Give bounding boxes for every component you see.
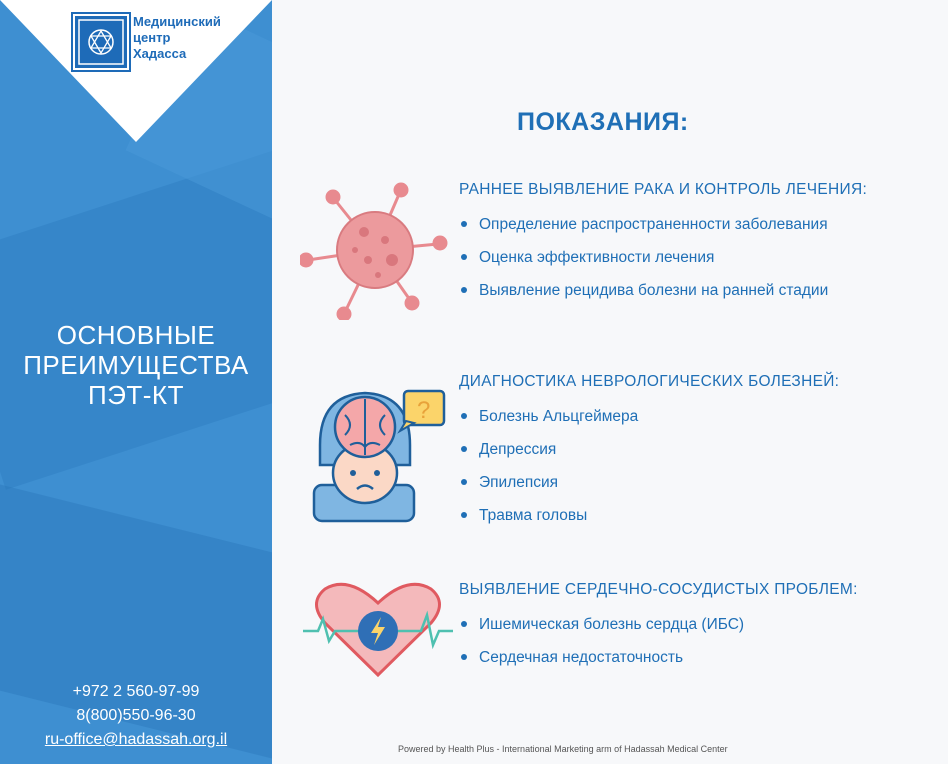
- virus-icon: [300, 180, 450, 320]
- brain-head-icon: [310, 385, 450, 525]
- logo-line: центр: [133, 30, 171, 45]
- panel-title-line: ОСНОВНЫЕ: [56, 320, 216, 350]
- section-neuro: [459, 373, 839, 532]
- bullet-list: [459, 400, 839, 532]
- bullet-list: [459, 208, 867, 307]
- list-item: Сердечная недостаточность: [459, 641, 858, 674]
- bullet-list: [459, 608, 858, 674]
- list-item: Болезнь Альцгеймера: [459, 400, 839, 433]
- logo-line: Медицинский: [133, 14, 221, 29]
- svg-text:?: ?: [417, 397, 431, 424]
- section-cardio: [459, 581, 858, 674]
- page-title: ПОКАЗАНИЯ:: [517, 108, 689, 136]
- list-item: Выявление рецидива болезни на ранней стадии: [459, 274, 867, 307]
- list-item: Эпилепсия: [459, 466, 839, 499]
- panel-title-line: ПРЕИМУЩЕСТВА: [23, 350, 249, 380]
- phone-number[interactable]: 8(800)550-96-30: [76, 707, 196, 724]
- list-item: Оценка эффективности лечения: [459, 241, 867, 274]
- section-cancer: [459, 181, 867, 307]
- list-item: Депрессия: [459, 433, 839, 466]
- panel-title-line: ПЭТ-КТ: [88, 380, 184, 410]
- logo-text: [133, 14, 221, 62]
- section-heading: ВЫЯВЛЕНИЕ СЕРДЕЧНО-СОСУДИСТЫХ ПРОБЛЕМ:: [459, 581, 858, 598]
- hadassah-logo-icon: [73, 14, 129, 70]
- logo-line: Хадасса: [133, 46, 187, 61]
- phone-number[interactable]: +972 2 560-97-99: [72, 683, 200, 700]
- list-item: Определение распространенности заболевания: [459, 208, 867, 241]
- list-item: Травма головы: [459, 499, 839, 532]
- footer-credit: Powered by Health Plus - International Marketing arm of Hadassah Medical Center: [398, 744, 728, 754]
- left-panel: [0, 0, 272, 764]
- panel-title: [0, 320, 272, 410]
- email-link[interactable]: ru-office@hadassah.org.il: [44, 731, 228, 748]
- contacts: [0, 680, 272, 752]
- heart-pulse-icon: [303, 575, 453, 685]
- section-heading: РАННЕЕ ВЫЯВЛЕНИЕ РАКА И КОНТРОЛЬ ЛЕЧЕНИЯ:: [459, 181, 868, 198]
- section-heading: ДИАГНОСТИКА НЕВРОЛОГИЧЕСКИХ БОЛЕЗНЕЙ:: [459, 373, 840, 390]
- list-item: Ишемическая болезнь сердца (ИБС): [459, 608, 858, 641]
